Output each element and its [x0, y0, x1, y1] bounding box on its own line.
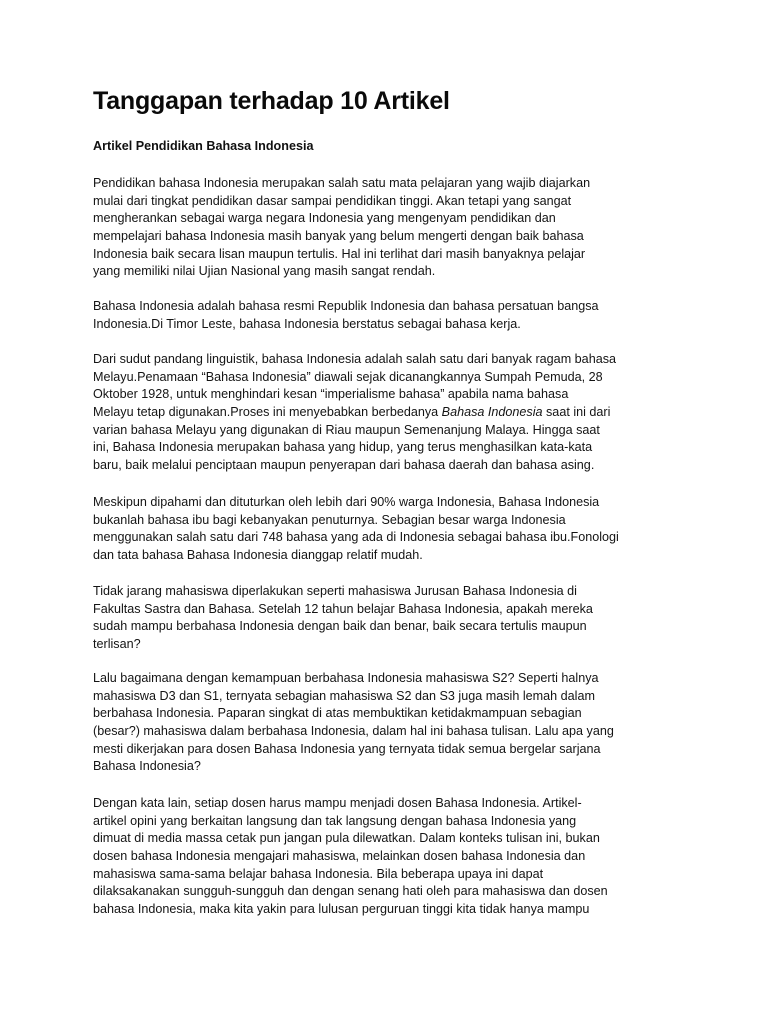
text-line: varian bahasa Melayu yang digunakan di Riau maupun Semenanjung Malaya. Hingga saat: [93, 422, 600, 437]
text-line: terlisan?: [93, 637, 141, 652]
text-line: Bahasa Indonesia adalah bahasa resmi Republik Indonesia dan bahasa persatuan bangsa: [93, 299, 599, 313]
text-segment: saat ini dari: [542, 405, 611, 420]
text-line: Melayu.Penamaan “Bahasa Indonesia” diawali sejak dicanangkannya Sumpah Pemuda, 28: [93, 369, 603, 384]
text-line: Oktober 1928, untuk menghindari kesan “imperialisme bahasa” apabila nama bahasa: [93, 387, 569, 402]
text-line: artikel opini yang berkaitan langsung dan tak langsung dengan bahasa Indonesia yang: [93, 813, 577, 828]
text-line: Meskipun dipahami dan dituturkan oleh lebih dari 90% warga Indonesia, Bahasa Indonesia: [93, 495, 600, 509]
text-line: mahasiswa sama-sama belajar bahasa Indonesia. Bila beberapa upaya ini dapat: [93, 866, 544, 881]
text-line: Bahasa Indonesia?: [93, 759, 201, 774]
paragraph-7: [93, 795, 693, 919]
document-title: Tanggapan terhadap 10 Artikel: [93, 87, 450, 115]
text-line: Fakultas Sastra dan Bahasa. Setelah 12 tahun belajar Bahasa Indonesia, apakah mereka: [93, 601, 593, 616]
text-line: mempelajari bahasa Indonesia masih banyak yang belum mengerti dengan baik bahasa: [93, 229, 584, 244]
text-line: menggunakan salah satu dari 748 bahasa yang ada di Indonesia sebagai bahasa ibu.Fonologi: [93, 530, 619, 545]
text-line: dosen bahasa Indonesia mengajari mahasiswa, melainkan dosen bahasa Indonesia dan: [93, 849, 586, 864]
text-line: Dengan kata lain, setiap dosen harus mampu menjadi dosen Bahasa Indonesia. Artikel-: [93, 796, 582, 810]
text-line: yang memiliki nilai Ujian Nasional yang masih sangat rendah.: [93, 264, 436, 279]
text-line: bahasa Indonesia, maka kita yakin para lulusan perguruan tinggi kita tidak hanya mampu: [93, 902, 590, 917]
italic-term: Bahasa Indonesia: [441, 405, 543, 420]
text-segment: Melayu tetap digunakan.Proses ini menyebabkan berbedanya: [93, 405, 442, 420]
text-line: Tidak jarang mahasiswa diperlakukan seperti mahasiswa Jurusan Bahasa Indonesia di: [93, 584, 577, 598]
text-line-with-italic: [93, 404, 693, 422]
paragraph-5: [93, 583, 693, 654]
paragraph-1: [93, 175, 693, 281]
text-line: dilaksakanakan sungguh-sungguh dan dengan senang hati oleh para mahasiswa dan dosen: [93, 884, 608, 899]
text-line: dimuat di media massa cetak pun jangan pula dilewatkan. Dalam konteks tulisan ini, bukan: [93, 831, 600, 846]
text-line: mahasiswa D3 dan S1, ternyata sebagian mahasiswa S2 dan S3 juga masih lemah dalam: [93, 688, 595, 703]
paragraph-6: [93, 670, 693, 776]
text-line: bukanlah bahasa ibu bagi kebanyakan penuturnya. Sebagian besar warga Indonesia: [93, 512, 566, 527]
text-line: Indonesia.Di Timor Leste, bahasa Indonesia berstatus sebagai bahasa kerja.: [93, 316, 521, 331]
paragraph-3: [93, 351, 693, 475]
text-line: berbahasa Indonesia. Paparan singkat di atas membuktikan ketidakmampuan sebagian: [93, 706, 582, 721]
text-line: Lalu bagaimana dengan kemampuan berbahasa Indonesia mahasiswa S2? Seperti halnya: [93, 671, 599, 685]
text-line: dan tata bahasa Bahasa Indonesia dianggap relatif mudah.: [93, 548, 423, 563]
text-line: (besar?) mahasiswa dalam berbahasa Indonesia, dalam hal ini bahasa tulisan. Lalu apa yang: [93, 724, 614, 739]
text-line: sudah mampu berbahasa Indonesia dengan baik dan benar, baik secara tertulis maupun: [93, 619, 587, 634]
text-line: mulai dari tingkat pendidikan dasar sampai pendidikan tinggi. Akan tetapi yang sangat: [93, 193, 572, 208]
text-line: Dari sudut pandang linguistik, bahasa Indonesia adalah salah satu dari banyak ragam bahasa: [93, 352, 616, 366]
section-heading: Artikel Pendidikan Bahasa Indonesia: [93, 139, 314, 153]
text-line: Indonesia baik secara lisan maupun tertulis. Hal ini terlihat dari masih banyaknya pelajar: [93, 246, 586, 261]
text-line: baru, baik melalui penciptaan maupun penyerapan dari bahasa daerah dan bahasa asing.: [93, 458, 595, 473]
text-line: mesti dikerjakan para dosen Bahasa Indonesia yang ternyata tidak semua bergelar sarjana: [93, 741, 601, 756]
text-line: ini, Bahasa Indonesia merupakan bahasa yang hidup, yang terus menghasilkan kata-kata: [93, 440, 593, 455]
text-line: mengherankan sebagai warga negara Indonesia yang mengenyam pendidikan dan: [93, 211, 556, 226]
paragraph-2: [93, 298, 693, 333]
paragraph-4: [93, 494, 693, 565]
text-line: Pendidikan bahasa Indonesia merupakan salah satu mata pelajaran yang wajib diajarkan: [93, 176, 591, 190]
